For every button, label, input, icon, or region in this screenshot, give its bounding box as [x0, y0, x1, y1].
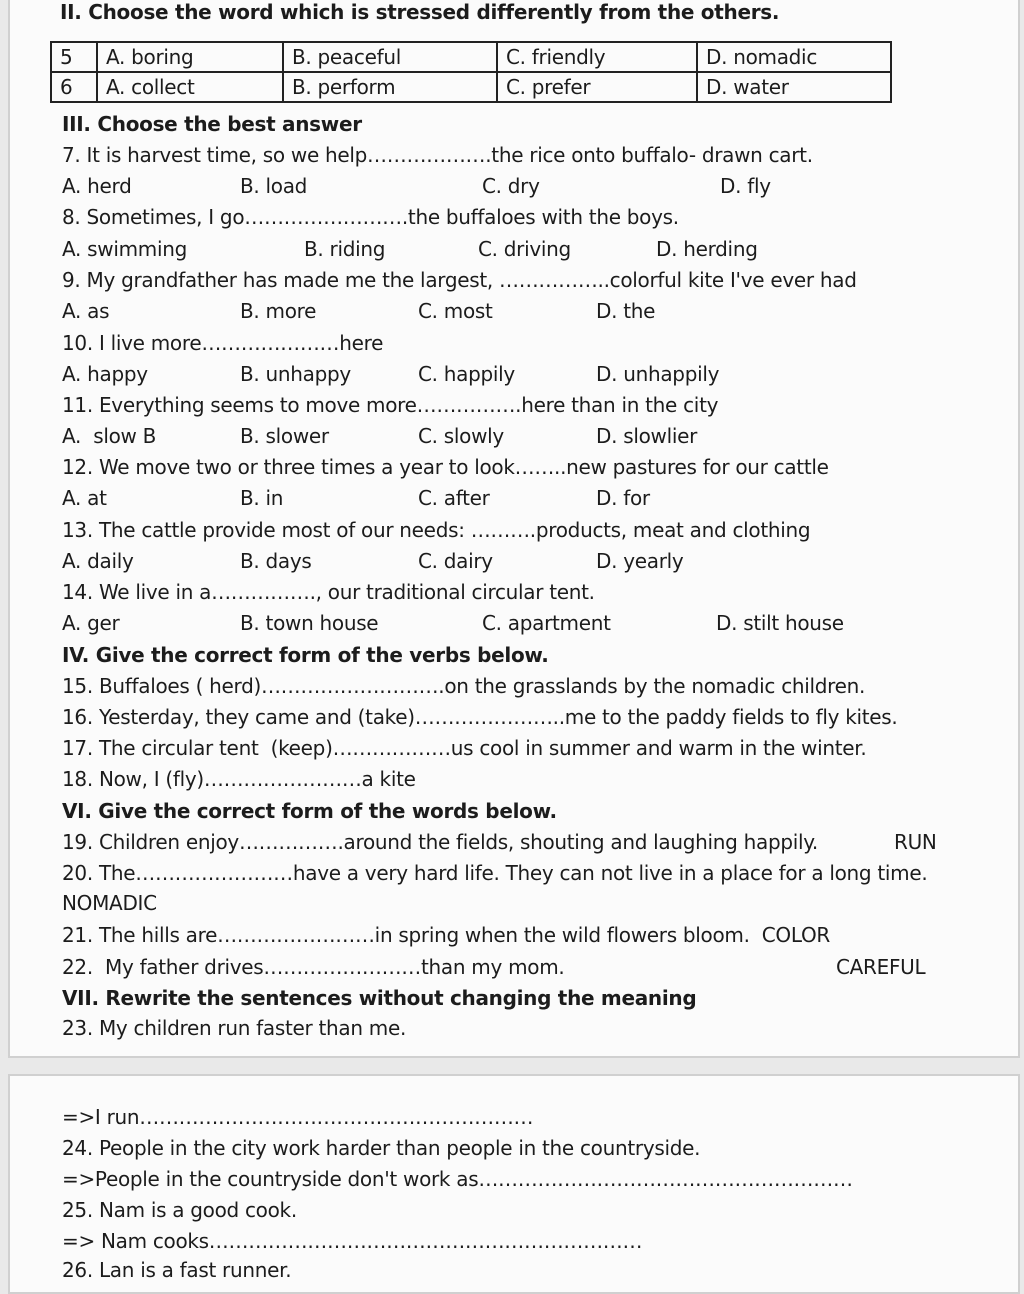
word-form-item: 22. My father drives……………………than my mom. — [62, 955, 565, 979]
answer-option: D. fly — [720, 174, 771, 198]
answer-option: C. most — [418, 299, 493, 323]
verb-item: 16. Yesterday, they came and (take)…………………..me to the paddy fields to fly kites. — [62, 705, 898, 729]
answer-option: C. dry — [482, 174, 540, 198]
answer-option: A. daily — [62, 549, 134, 573]
table-cell: B. peaceful — [283, 42, 497, 72]
answer-option: B. in — [240, 486, 284, 510]
answer-option: C. slowly — [418, 424, 504, 448]
answer-option: D. unhappily — [596, 362, 720, 386]
question-9: 9. My grandfather has made me the largest, ……………..colorful kite I've ever had — [62, 268, 857, 292]
verb-item: 17. The circular tent (keep)………………us cool in summer and warm in the winter. — [62, 736, 867, 760]
table-cell: D. nomadic — [697, 42, 891, 72]
answer-option: D. stilt house — [716, 611, 844, 635]
section-3-heading: III. Choose the best answer — [62, 112, 362, 136]
table-cell: C. friendly — [497, 42, 697, 72]
word-form-cue: NOMADIC — [62, 891, 157, 915]
rewrite-item: 25. Nam is a good cook. — [62, 1198, 297, 1222]
answer-option: A. happy — [62, 362, 148, 386]
answer-option: C. after — [418, 486, 490, 510]
question-11: 11. Everything seems to move more…………….here than in the city — [62, 393, 719, 417]
word-form-cue: CAREFUL — [836, 955, 926, 979]
answer-option: A. slow B — [62, 424, 157, 448]
answer-option: D. herding — [656, 237, 758, 261]
table-row — [51, 72, 891, 102]
section-6-heading: VI. Give the correct form of the words below. — [62, 799, 557, 823]
rewrite-answer-line: =>I run…………………………………………………… — [62, 1105, 534, 1129]
table-cell: A. boring — [97, 42, 283, 72]
table-cell: A. collect — [97, 72, 283, 102]
question-7: 7. It is harvest time, so we help……………….the rice onto buffalo- drawn cart. — [62, 143, 813, 167]
rewrite-answer-line: => Nam cooks………………………………………………………… — [62, 1229, 643, 1253]
answer-option: B. more — [240, 299, 317, 323]
answer-option: C. driving — [478, 237, 571, 261]
answer-option: D. the — [596, 299, 656, 323]
question-10: 10. I live more…………………here — [62, 331, 384, 355]
word-form-cue: RUN — [894, 830, 937, 854]
answer-option: B. riding — [304, 237, 386, 261]
word-form-item: 21. The hills are……………………in spring when the wild flowers bloom. COLOR — [62, 923, 831, 947]
question-13: 13. The cattle provide most of our needs: ……….products, meat and clothing — [62, 518, 811, 542]
verb-item: 18. Now, I (fly)……………………a kite — [62, 767, 416, 791]
rewrite-answer-line: =>People in the countryside don't work as………………………………………………… — [62, 1167, 853, 1191]
answer-option: C. dairy — [418, 549, 493, 573]
answer-option: A. ger — [62, 611, 120, 635]
answer-option: D. slowlier — [596, 424, 698, 448]
rewrite-item: 24. People in the city work harder than people in the countryside. — [62, 1136, 701, 1160]
answer-option: C. happily — [418, 362, 515, 386]
answer-option: B. load — [240, 174, 308, 198]
answer-option: B. slower — [240, 424, 329, 448]
section-7-heading: VII. Rewrite the sentences without changing the meaning — [62, 986, 697, 1010]
table-cell: B. perform — [283, 72, 497, 102]
answer-option: A. swimming — [62, 237, 187, 261]
answer-option: D. for — [596, 486, 650, 510]
word-form-item: 20. The……………………have a very hard life. They can not live in a place for a long time. — [62, 861, 928, 885]
question-12: 12. We move two or three times a year to look……..new pastures for our cattle — [62, 455, 829, 479]
answer-option: D. yearly — [596, 549, 684, 573]
answer-option: B. unhappy — [240, 362, 351, 386]
table-cell: C. prefer — [497, 72, 697, 102]
section-4-heading: IV. Give the correct form of the verbs below. — [62, 643, 549, 667]
stress-table — [50, 41, 892, 103]
question-14: 14. We live in a……………., our traditional circular tent. — [62, 580, 595, 604]
table-cell: 6 — [51, 72, 97, 102]
rewrite-item: 23. My children run faster than me. — [62, 1016, 407, 1040]
table-row — [51, 42, 891, 72]
word-form-item: 19. Children enjoy…………….around the fields, shouting and laughing happily. — [62, 830, 818, 854]
table-cell: D. water — [697, 72, 891, 102]
answer-option: C. apartment — [482, 611, 611, 635]
answer-option: A. as — [62, 299, 110, 323]
table-cell: 5 — [51, 42, 97, 72]
verb-item: 15. Buffaloes ( herd)……………………….on the grasslands by the nomadic children. — [62, 674, 866, 698]
answer-option: A. herd — [62, 174, 132, 198]
rewrite-item: 26. Lan is a fast runner. — [62, 1258, 292, 1282]
question-8: 8. Sometimes, I go…………………….the buffaloes with the boys. — [62, 205, 679, 229]
answer-option: B. town house — [240, 611, 379, 635]
section-2-heading: II. Choose the word which is stressed differently from the others. — [60, 0, 780, 24]
answer-option: A. at — [62, 486, 107, 510]
answer-option: B. days — [240, 549, 312, 573]
